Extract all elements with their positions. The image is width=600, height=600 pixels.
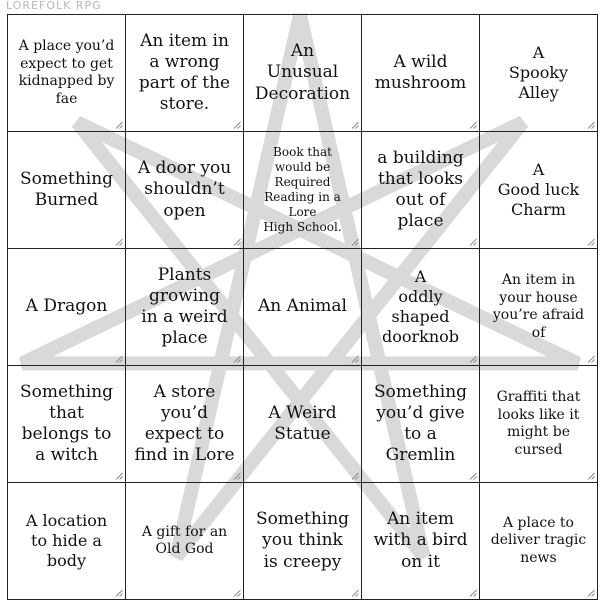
bingo-cell[interactable] — [8, 483, 126, 600]
bingo-cell[interactable] — [480, 366, 598, 483]
resize-grip-icon[interactable] — [469, 121, 477, 129]
bingo-cell-text: A place to deliver tragic news — [490, 514, 587, 566]
bingo-cell[interactable] — [362, 249, 480, 366]
bingo-cell[interactable] — [244, 15, 362, 132]
bingo-cell[interactable] — [244, 366, 362, 483]
bingo-cell[interactable] — [244, 483, 362, 600]
bingo-cell[interactable] — [244, 249, 362, 366]
bingo-cell[interactable] — [126, 366, 244, 483]
bingo-cell-text: A Good luck Charm — [497, 160, 580, 219]
bingo-cell[interactable] — [8, 132, 126, 249]
bingo-cell[interactable] — [8, 366, 126, 483]
bingo-cell-text: An item in your house you’re afraid of — [492, 272, 585, 341]
resize-grip-icon[interactable] — [115, 355, 123, 363]
bingo-cell[interactable] — [362, 483, 480, 600]
bingo-cell[interactable] — [126, 249, 244, 366]
resize-grip-icon[interactable] — [469, 472, 477, 480]
bingo-cell-text: Graffiti that looks like it might be cursed — [496, 389, 581, 458]
bingo-cell-text: A Weird Statue — [268, 402, 337, 444]
bingo-cell[interactable] — [126, 15, 244, 132]
bingo-cell-text: Something you’d give to a Gremlin — [373, 381, 468, 466]
resize-grip-icon[interactable] — [587, 472, 595, 480]
resize-grip-icon[interactable] — [587, 238, 595, 246]
bingo-cell-text: An Unusual Decoration — [254, 41, 351, 104]
resize-grip-icon[interactable] — [469, 355, 477, 363]
bingo-board — [7, 14, 598, 600]
resize-grip-icon[interactable] — [351, 121, 359, 129]
bingo-cell-text: A store you’d expect to find in Lore — [134, 381, 235, 466]
bingo-cell[interactable] — [8, 15, 126, 132]
resize-grip-icon[interactable] — [233, 589, 241, 597]
resize-grip-icon[interactable] — [351, 472, 359, 480]
bingo-cell-text: Plants growing in a weird place — [141, 264, 228, 349]
resize-grip-icon[interactable] — [115, 589, 123, 597]
resize-grip-icon[interactable] — [587, 121, 595, 129]
bingo-cell[interactable] — [244, 132, 362, 249]
bingo-cell-text: Book that would be Required Reading in a Lore High School. — [263, 145, 342, 234]
bingo-cell[interactable] — [126, 132, 244, 249]
resize-grip-icon[interactable] — [587, 355, 595, 363]
bingo-cell-text: An item in a wrong part of the store. — [138, 30, 231, 115]
bingo-cell[interactable] — [362, 366, 480, 483]
bingo-cell[interactable] — [480, 132, 598, 249]
resize-grip-icon[interactable] — [469, 238, 477, 246]
bingo-cell[interactable] — [480, 483, 598, 600]
bingo-cell-text: Something that belongs to a witch — [19, 381, 114, 466]
resize-grip-icon[interactable] — [233, 472, 241, 480]
resize-grip-icon[interactable] — [115, 472, 123, 480]
resize-grip-icon[interactable] — [233, 121, 241, 129]
bingo-cell-text: A door you shouldn’t open — [137, 158, 232, 221]
bingo-cell[interactable] — [362, 15, 480, 132]
resize-grip-icon[interactable] — [587, 589, 595, 597]
bingo-cell-text: A Dragon — [25, 296, 108, 317]
resize-grip-icon[interactable] — [115, 238, 123, 246]
bingo-cell-text: A Spooky Alley — [508, 43, 569, 102]
resize-grip-icon[interactable] — [351, 589, 359, 597]
bingo-cell-text: A oddly shaped doorknob — [381, 267, 460, 346]
bingo-cell[interactable] — [8, 249, 126, 366]
bingo-cell-text: A place you’d expect to get kidnapped by fae — [18, 38, 115, 107]
resize-grip-icon[interactable] — [115, 121, 123, 129]
bingo-cell-text: a building that looks out of place — [377, 147, 464, 232]
bingo-cell-text: An Animal — [258, 296, 347, 317]
bingo-cell[interactable] — [480, 15, 598, 132]
resize-grip-icon[interactable] — [233, 355, 241, 363]
bingo-cell-text: A location to hide a body — [25, 511, 108, 570]
bingo-cell[interactable] — [362, 132, 480, 249]
bingo-cell[interactable] — [480, 249, 598, 366]
page-header: LOREFOLK RPG — [6, 0, 102, 12]
bingo-cell-text: Something you think is creepy — [255, 509, 350, 572]
bingo-cell[interactable] — [126, 483, 244, 600]
resize-grip-icon[interactable] — [469, 589, 477, 597]
bingo-cell-text: An item with a bird on it — [373, 509, 468, 572]
resize-grip-icon[interactable] — [233, 238, 241, 246]
bingo-cell-text: Something Burned — [19, 168, 114, 210]
bingo-cell-text: A gift for an Old God — [141, 523, 228, 557]
bingo-cell-text: A wild mushroom — [374, 51, 467, 93]
resize-grip-icon[interactable] — [351, 355, 359, 363]
resize-grip-icon[interactable] — [351, 238, 359, 246]
